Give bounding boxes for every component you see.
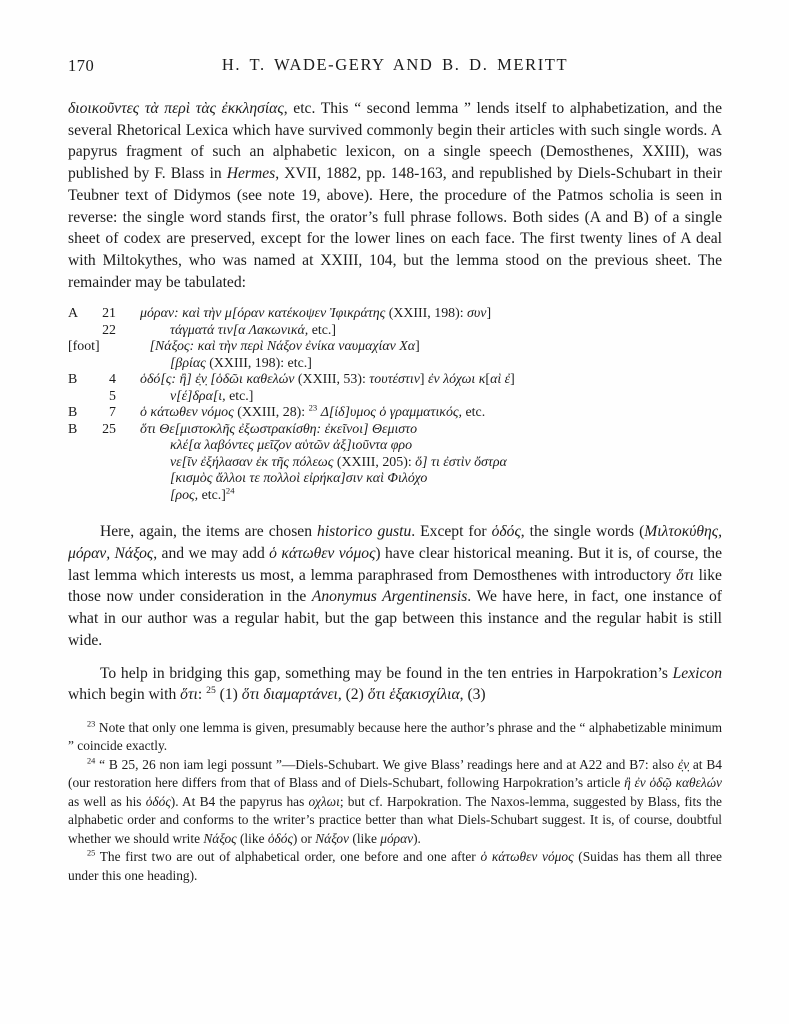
row-label-side	[68, 389, 90, 406]
table-row	[68, 422, 722, 439]
row-label	[68, 438, 116, 455]
row-text: ὁ κάτωθεν νόμος (XXIII, 28): $^{23}$ Δ[ίδ]υμος ὁ γραμματικός, etc.	[140, 402, 486, 421]
row-label-line-number	[90, 455, 116, 472]
text-block	[68, 55, 722, 885]
row-label-side	[68, 455, 90, 472]
footnote-reference: 23	[87, 719, 96, 729]
row-label-side	[68, 471, 90, 488]
paragraph-intro: διοικοῦντες τὰ περὶ τὰς ἐκκλησίας, etc. This “ second lemma ” lends itself to alphabetization, and the several Rhetorical Lexica which have survived commonly begin their articles with such single words. A papyrus fragment of such an alphabetic lexicon, on a single speech (Demosthenes, XXIII), was published by F. Blass in Hermes, XVII, 1882, pp. 148-163, and republished by Diels-Schubart in their Teubner text of Didymos (see note 19, above). Here, the procedure of the Patmos scholia is seen in reverse: the single word stands first, the orator’s full phrase follows. Both sides (A and B) of a single sheet of codex are preserved, except for the lower lines on each face. The first twenty lines of A deal with Miltokythes, who was named at XXIII, 104, but the lemma stood on the previous sheet. The remainder may be tabulated:	[68, 100, 723, 291]
row-label-line-number: 22	[102, 322, 116, 338]
row-text: [κισμὸς ἄλλοι τε πολλοὶ εἰρήκα]σιν καὶ Φιλόχο	[170, 471, 428, 487]
table-row	[68, 485, 722, 505]
footnote-reference: 25	[206, 685, 216, 697]
footnote: $^{23}$ Note that only one lemma is given, presumably because here the author’s phrase and the “ alphabetizable minimum ” coincide exactly.	[68, 719, 722, 754]
paragraph-discussion: Here, again, the items are chosen historico gustu. Except for ὁδός, the single words (Μιλτοκύθης, μόραν, Νάξος, and we may add ὁ κάτωθεν νόμος) have clear historical meaning. But it is, of course, the last lemma which interests us most, a lemma paraphrased from Demosthenes with introductory ὅτι like those now under consideration in the Anonymus Argentinensis. We have here, in fact, one instance of what in our author was a regular habit, but the gap between this instance and the regular habit is still wide.	[68, 523, 723, 649]
table-row	[68, 438, 722, 455]
row-label-side	[68, 438, 90, 455]
row-label	[68, 306, 116, 323]
footnote-reference: 24	[87, 756, 96, 766]
row-text: ὁδό[ς: ἢ] ἐ̣ν̣ [ὁδῶι καθελών (XXIII, 53): τουτέστιν] ἐν λόχωι κ[αὶ ἐ]	[140, 372, 515, 388]
paragraph-harpokration: To help in bridging this gap, something may be found in the ten entries in Harpokration’s Lexicon which begin with ὅτι: $^{25}$ (1) ὅτι διαμαρτάνει, (2) ὅτι ἑξακισχίλια, (3)	[68, 664, 722, 704]
running-header	[68, 55, 722, 77]
row-label-line-number: 4	[109, 372, 116, 388]
table-row	[68, 389, 722, 406]
footnote-reference: 24	[225, 485, 235, 496]
lemma-table	[68, 306, 722, 504]
footnotes-section	[68, 719, 722, 886]
row-label-side: [foot]	[68, 339, 100, 355]
footnote: $^{25}$ The first two are out of alphabetical order, one before and one after ὁ κάτωθεν νόμος (Suidas has them all three under this one heading).	[68, 848, 722, 883]
table-row	[68, 356, 722, 373]
row-label	[68, 372, 116, 389]
row-label-line-number	[90, 471, 116, 488]
row-label-line-number	[90, 488, 116, 505]
row-label	[68, 356, 116, 373]
row-label-side	[68, 356, 90, 373]
row-label-line-number: 25	[102, 421, 116, 437]
row-label	[68, 455, 116, 472]
table-row	[68, 372, 722, 389]
row-text: ὅτι Θε[μιστοκλῆς ἐξωστρακίσθη: ἐκεῖνοι] Θεμιστο	[140, 421, 418, 437]
row-label	[68, 471, 116, 488]
table-row	[68, 323, 722, 340]
row-label	[68, 405, 116, 422]
table-row	[68, 471, 722, 488]
row-label-side: B	[68, 372, 78, 388]
row-label-line-number	[100, 339, 126, 356]
row-text: κλέ[α λαβόντες μεῖζον αὑτῶν ἀξ]ιοῦντα φρο	[170, 438, 413, 454]
row-label-line-number	[90, 438, 116, 455]
row-text: [ρος, etc.]$^{24}$	[170, 485, 235, 503]
running-head-title: H. T. WADE-GERY AND B. D. MERITT	[221, 55, 569, 74]
row-label	[68, 488, 116, 505]
page-number: 170	[68, 56, 95, 75]
row-text: νε[ῖν ἐξήλασαν ἐκ τῆς πόλεως (XXIII, 205): ὅ] τι ἐστὶν ὄστρα	[170, 454, 507, 470]
footnote: $^{24}$ “ B 25, 26 non iam legi possunt ”—Diels-Schubart. We give Blass’ readings here and at A22 and B7: also ἐ̣ν̣ at B4 (our restoration here differs from that of Blass and of Diels-Schubart, following Harpokration’s article ἢ ἐν ὁδῷ καθελών as well as his ὁδός). At B4 the papyrus has οχλωι; but cf. Harpokration. The Naxos-lemma, suggested by Blass, fits the alphabetic order and conforms to the writer’s practice better than what Diels-Schubart suggest. It is, of course, doubtful whether we should write Νάξος (like ὁδός) or Νάξον (like μόραν).	[68, 756, 722, 846]
row-text: [βρίας (XXIII, 198): etc.]	[170, 355, 312, 371]
footnote-reference: 23	[308, 402, 318, 413]
row-label-side: A	[68, 306, 79, 322]
row-text: τάγματά τιν[α Λακωνικά, etc.]	[170, 322, 337, 338]
row-label-line-number: 5	[109, 388, 116, 404]
table-row	[68, 402, 722, 422]
row-label-side	[68, 323, 90, 340]
row-label	[68, 389, 116, 406]
table-row	[68, 339, 722, 356]
table-row	[68, 306, 722, 323]
row-label-line-number	[90, 356, 116, 373]
row-label-side: B	[68, 421, 78, 437]
row-text: ν[έ]δρα[ι, etc.]	[170, 388, 254, 404]
row-text: μόραν: καὶ τὴν μ[όραν κατέκοψεν Ἰφικράτης (XXIII, 198): συν]	[140, 306, 492, 322]
row-label-line-number: 21	[102, 306, 116, 322]
table-row	[68, 455, 722, 472]
row-label	[68, 339, 126, 356]
row-label-side	[68, 488, 90, 505]
row-label-side: B	[68, 405, 78, 421]
row-label-line-number: 7	[109, 405, 116, 421]
row-label	[68, 422, 116, 439]
row-label	[68, 323, 116, 340]
footnote-reference: 25	[87, 848, 96, 858]
row-text: [Νάξος: καὶ τὴν περὶ Νάξον ἐνίκα ναυμαχίαν Χα]	[149, 339, 420, 355]
